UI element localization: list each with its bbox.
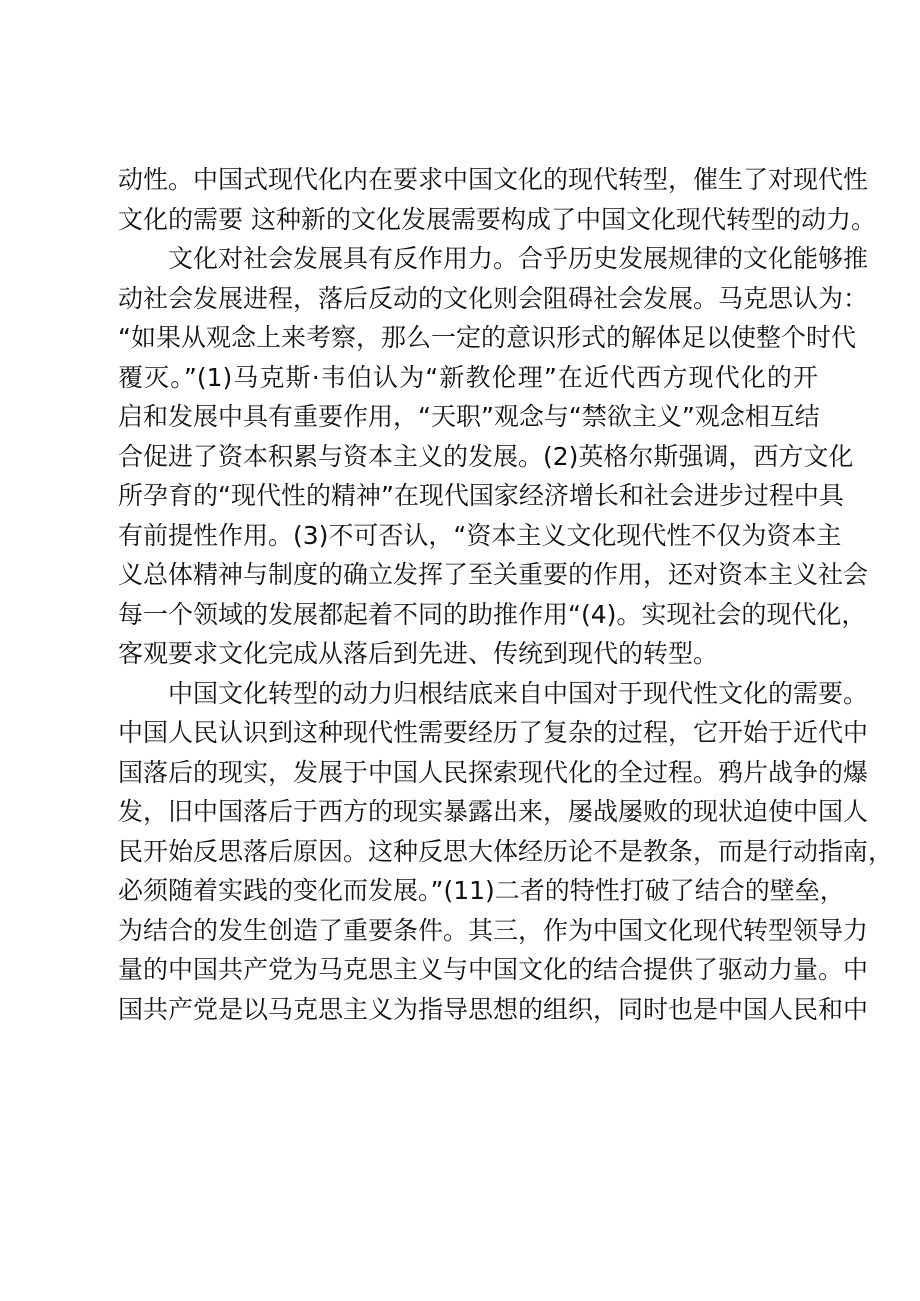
text-line: 动社会发展进程，落后反动的文化则会阻碍社会发展。马克思认为： <box>118 283 869 313</box>
text-line: 所孕育的“现代性的精神”在现代国家经济增长和社会进步过程中具 <box>118 481 844 510</box>
text-line: 量的中国共产党为马克思主义与中国文化的结合提供了驱动力量。中 <box>118 955 869 984</box>
text-line: 有前提性作用。(3)不可否认，“资本主义文化现代性不仅为资本主 <box>118 520 842 550</box>
text-line: “如果从观念上来考察，那么一定的意识形式的解体足以使整个时代 <box>118 323 856 352</box>
text-line: 动性。中国式现代化内在要求中国文化的现代转型，催生了对现代性 <box>118 165 869 194</box>
text-line: 国共产党是以马克思主义为指导思想的组织，同时也是中国人民和中 <box>118 994 869 1024</box>
text-line: 民开始反思落后原因。这种反思大体经历论不是教条，而是行动指南， <box>118 836 894 866</box>
text-line: 文化的需要 这种新的文化发展需要构成了中国文化现代转型的动力。 <box>118 204 876 234</box>
text-line: 中国文化转型的动力归根结底来自中国对于现代性文化的需要。 <box>168 678 869 708</box>
text-line: 发，旧中国落后于西方的现实暴露出来，屡战屡败的现状迫使中国人 <box>118 797 869 826</box>
text-line: 覆灭。”(1)马克斯·韦伯认为“新教伦理”在近代西方现代化的开 <box>118 362 818 392</box>
body-text <box>118 160 894 1029</box>
text-line: 义总体精神与制度的确立发挥了至关重要的作用，还对资本主义社会 <box>118 560 869 589</box>
text-line: 启和发展中具有重要作用，“天职”观念与“禁欲主义”观念相互结 <box>118 402 820 431</box>
text-line: 必须随着实践的变化而发展。”(11)二者的特性打破了结合的壁垒， <box>118 876 845 905</box>
text-line: 文化对社会发展具有反作用力。合乎历史发展规律的文化能够推 <box>168 244 869 273</box>
text-line: 客观要求文化完成从落后到先进、传统到现代的转型。 <box>118 639 719 668</box>
text-line: 中国人民认识到这种现代性需要经历了复杂的过程，它开始于近代中 <box>118 718 869 747</box>
text-line: 合促进了资本积累与资本主义的发展。(2)英格尔斯强调，西方文化 <box>118 441 854 471</box>
text-line: 为结合的发生创造了重要条件。其三，作为中国文化现代转型领导力 <box>118 915 869 945</box>
text-line: 国落后的现实，发展于中国人民探索现代化的全过程。鸦片战争的爆 <box>118 757 869 787</box>
text-line: 每一个领域的发展都起着不同的助推作用“(4)。实现社会的现代化， <box>118 599 867 629</box>
